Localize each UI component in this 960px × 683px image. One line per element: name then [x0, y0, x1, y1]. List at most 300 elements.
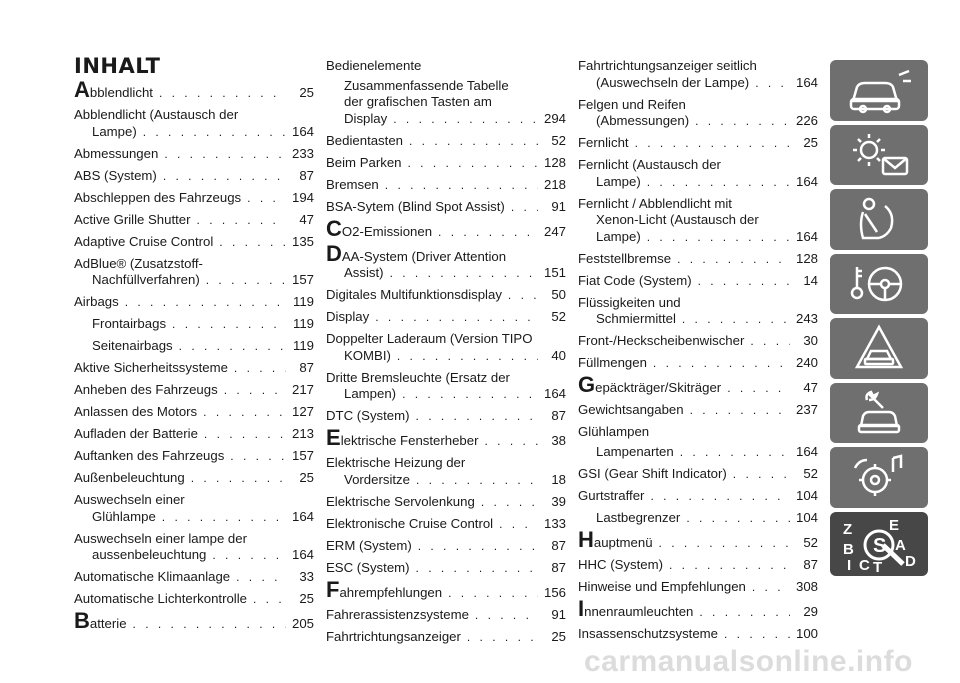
- leader-dots: [699, 604, 790, 621]
- index-entry[interactable]: [326, 78, 566, 128]
- page-number: 119: [292, 316, 314, 331]
- index-entry[interactable]: [578, 466, 818, 483]
- page-number: 128: [795, 250, 818, 266]
- section-letter: I: [578, 595, 585, 621]
- wrench-car-icon: [839, 386, 919, 440]
- page-number: 151: [543, 265, 566, 280]
- entry-text: Assist): [344, 265, 384, 280]
- page-number: 52: [803, 465, 818, 481]
- leader-dots: [724, 626, 790, 643]
- index-row: [74, 294, 314, 311]
- index-row: [74, 547, 314, 564]
- index-entry[interactable]: [578, 58, 818, 91]
- entry-text: Lampe): [596, 228, 641, 244]
- index-row: [74, 234, 314, 251]
- entry-line: Abblendlicht (Austausch der: [74, 107, 239, 122]
- page-number: 164: [795, 173, 818, 189]
- leader-dots: [234, 360, 286, 377]
- index-entry[interactable]: [578, 196, 818, 246]
- index-entry[interactable]: [578, 372, 818, 397]
- index-entry[interactable]: [74, 168, 314, 185]
- entry-line: Xenon-Licht (Austausch der: [596, 212, 759, 227]
- entry-text: Fernlicht: [578, 135, 629, 150]
- index-entry[interactable]: [74, 212, 314, 229]
- index-entry[interactable]: [74, 190, 314, 207]
- entry-text: Automatische Klimaanlage: [74, 569, 231, 584]
- page-number: 29: [803, 603, 818, 619]
- index-entry[interactable]: [326, 58, 566, 75]
- index-row: [74, 124, 314, 141]
- entry-text: Fahrerassistenzsysteme: [326, 606, 469, 622]
- index-entry[interactable]: [74, 107, 314, 140]
- index-entry[interactable]: [74, 404, 314, 421]
- index-entry[interactable]: [578, 424, 818, 441]
- index-entry[interactable]: [326, 560, 566, 577]
- leader-dots: [659, 535, 790, 552]
- alphabetical-index-icon: [833, 514, 925, 574]
- entry-text: Lastbegrenzer: [596, 509, 681, 525]
- index-entry[interactable]: [578, 333, 818, 350]
- entry-text: nnenraumleuchten: [584, 603, 694, 619]
- entry-label: [578, 595, 694, 621]
- index-row: [578, 579, 818, 596]
- page-number: 91: [551, 606, 566, 622]
- index-row: [74, 316, 314, 333]
- leader-dots: [219, 234, 286, 251]
- section-letter: C: [326, 215, 342, 241]
- entry-text: O2-Emissionen: [341, 223, 433, 239]
- leader-dots: [409, 133, 538, 150]
- index-entry[interactable]: [74, 608, 314, 633]
- index-tab-letter: I: [847, 556, 852, 574]
- entry-text: auptmenü: [593, 534, 653, 550]
- entry-text: Front-/Heckscheibenwischer: [578, 333, 745, 348]
- section-letter: B: [74, 608, 90, 633]
- entry-label: [326, 425, 479, 450]
- index-entry[interactable]: [578, 626, 818, 643]
- entry-text: HHC (System): [578, 556, 663, 572]
- index-entry[interactable]: [74, 382, 314, 399]
- entry-text: ahrempfehlungen: [339, 584, 443, 600]
- index-row: [326, 133, 566, 150]
- index-entry[interactable]: [578, 355, 818, 372]
- leader-dots: [224, 382, 286, 399]
- index-row: [74, 146, 314, 163]
- index-row: [74, 77, 314, 102]
- leader-dots: [733, 466, 790, 483]
- index-entry[interactable]: [326, 516, 566, 533]
- index-entry[interactable]: [326, 408, 566, 425]
- entry-text: DTC (System): [326, 408, 410, 423]
- leader-dots: [686, 510, 790, 527]
- leader-dots: [438, 224, 538, 241]
- index-row: [578, 174, 818, 191]
- index-entry[interactable]: [74, 531, 314, 564]
- index-entry[interactable]: [74, 294, 314, 311]
- index-entry[interactable]: [74, 569, 314, 586]
- page-number: 30: [803, 333, 818, 348]
- index-entry[interactable]: [578, 557, 818, 574]
- entry-line: Fernlicht (Austausch der: [578, 157, 721, 172]
- index-entry[interactable]: [326, 287, 566, 304]
- index-entry[interactable]: [74, 256, 314, 289]
- tab-maintenance[interactable]: [830, 383, 928, 444]
- entry-text: ABS (System): [74, 167, 157, 183]
- leader-dots: [698, 273, 790, 290]
- index-row: [326, 425, 566, 450]
- index-entry[interactable]: [578, 579, 818, 596]
- index-entry[interactable]: [74, 77, 314, 102]
- leader-dots: [191, 470, 286, 487]
- entry-text: Airbags: [74, 294, 119, 309]
- index-entry[interactable]: [326, 155, 566, 172]
- entry-text: Digitales Multifunktionsdisplay: [326, 287, 502, 302]
- index-entry[interactable]: [326, 309, 566, 326]
- section-letter: G: [578, 372, 596, 397]
- entry-text: Beim Parken: [326, 154, 402, 170]
- page-number: 25: [299, 591, 314, 606]
- index-entry[interactable]: [578, 251, 818, 268]
- index-row: [578, 444, 818, 461]
- page-number: 205: [291, 616, 314, 631]
- page-number: 25: [803, 135, 818, 150]
- index-entry[interactable]: [74, 591, 314, 608]
- leader-dots: [475, 607, 538, 624]
- leader-dots: [162, 509, 286, 526]
- index-row: [578, 557, 818, 574]
- page-number: 294: [543, 110, 566, 126]
- entry-text: Anheben des Fahrzeugs: [74, 382, 218, 397]
- leader-dots: [448, 585, 538, 602]
- index-entry[interactable]: [578, 402, 818, 419]
- entry-text: Füllmengen: [578, 355, 647, 370]
- index-row: [578, 311, 818, 328]
- leader-dots: [669, 557, 790, 574]
- leader-dots: [164, 146, 286, 163]
- index-entry[interactable]: [578, 157, 818, 190]
- index-entry[interactable]: [326, 240, 566, 282]
- entry-text: Elektronische Cruise Control: [326, 515, 494, 531]
- entry-text: Active Grille Shutter: [74, 211, 191, 227]
- page-number: 38: [551, 433, 566, 448]
- page-number: 47: [803, 380, 818, 395]
- page-number: 87: [551, 559, 566, 575]
- page-number: 164: [795, 443, 818, 459]
- index-entry[interactable]: [74, 470, 314, 487]
- entry-text: GSI (Gear Shift Indicator): [578, 465, 727, 481]
- index-entry[interactable]: [578, 510, 818, 527]
- tab-safety[interactable]: [830, 189, 928, 250]
- entry-line: der grafischen Tasten am: [344, 94, 492, 109]
- leader-dots: [408, 155, 538, 172]
- entry-label: [74, 608, 127, 633]
- page-number: 217: [291, 382, 314, 397]
- index-entry[interactable]: [326, 331, 566, 364]
- entry-label: [326, 240, 507, 266]
- entry-text: aussenbeleuchtung: [92, 547, 207, 562]
- index-row: [326, 560, 566, 577]
- index-tab-letter: A: [895, 536, 906, 554]
- warning-lights-icon: [839, 128, 919, 182]
- entry-line: Doppelter Laderaum (Version TIPO: [326, 331, 533, 346]
- page-number: 233: [291, 145, 314, 161]
- leader-dots: [416, 472, 538, 489]
- entry-text: Bremsen: [326, 176, 379, 192]
- page-number: 128: [543, 154, 566, 170]
- index-row: [578, 372, 818, 397]
- page-number: 194: [291, 189, 314, 205]
- index-row: [74, 382, 314, 399]
- entry-text: Bedientasten: [326, 132, 403, 148]
- entry-text: Aufladen der Batterie: [74, 426, 198, 441]
- tab-dashboard[interactable]: [830, 60, 928, 121]
- page-number: 104: [795, 487, 818, 503]
- index-row: [578, 251, 818, 268]
- page-number: 164: [795, 228, 818, 244]
- entry-text: Abschleppen des Fahrzeugs: [74, 189, 242, 205]
- page-number: 226: [795, 113, 818, 128]
- entry-line: Dritte Bremsleuchte (Ersatz der: [326, 369, 510, 385]
- entry-label: [326, 215, 433, 241]
- page-number: 135: [291, 233, 314, 249]
- entry-line: Auswechseln einer lampe der: [74, 530, 247, 546]
- entry-text: Feststellbremse: [578, 250, 672, 266]
- entry-text: Lampenarten: [596, 443, 674, 459]
- index-entry[interactable]: [578, 488, 818, 505]
- index-entry[interactable]: [74, 146, 314, 163]
- index-row: [578, 229, 818, 246]
- leader-dots: [416, 408, 538, 425]
- entry-label: [326, 576, 443, 602]
- index-entry[interactable]: [74, 448, 314, 465]
- index-row: [74, 404, 314, 421]
- entry-text: bblendlicht: [89, 85, 153, 100]
- leader-dots: [230, 448, 286, 465]
- chapter-sidebar: [830, 60, 928, 580]
- entry-text: Automatische Lichterkontrolle: [74, 591, 247, 606]
- index-row: [74, 168, 314, 185]
- leader-dots: [635, 135, 790, 152]
- media-settings-icon: [839, 450, 919, 504]
- page-number: 40: [551, 347, 566, 363]
- leader-dots: [163, 168, 286, 185]
- index-row: [578, 113, 818, 130]
- index-entry[interactable]: [74, 492, 314, 525]
- index-entry[interactable]: [74, 360, 314, 377]
- page-number: 87: [551, 408, 566, 423]
- index-heading: Glühlampen: [578, 424, 650, 439]
- leader-dots: [647, 174, 790, 191]
- index-row: [74, 591, 314, 608]
- entry-text: Anlassen des Motors: [74, 404, 198, 419]
- entry-line: Zusammenfassende Tabelle: [344, 77, 509, 93]
- entry-text: Außenbeleuchtung: [74, 470, 185, 485]
- index-tab-letter: T: [873, 558, 883, 574]
- page-number: 133: [543, 515, 566, 531]
- index-entry[interactable]: [74, 316, 314, 333]
- leader-dots: [204, 426, 286, 443]
- page-number: 87: [551, 537, 566, 553]
- tab-warning-lights[interactable]: [830, 125, 928, 186]
- entry-line: Felgen und Reifen: [578, 96, 686, 112]
- index-row: [326, 576, 566, 602]
- index-entry[interactable]: [74, 234, 314, 251]
- leader-dots: [695, 113, 790, 130]
- page-number: 127: [291, 404, 314, 419]
- index-entry[interactable]: [74, 426, 314, 443]
- index-row: [578, 595, 818, 621]
- page-number: 52: [551, 309, 566, 324]
- entry-text: lektrische Fensterheber: [340, 433, 479, 448]
- tab-starting-driving[interactable]: [830, 254, 928, 315]
- index-entry[interactable]: [326, 215, 566, 241]
- index-entry[interactable]: [578, 444, 818, 461]
- index-entry[interactable]: [326, 455, 566, 488]
- entry-text: Display: [326, 309, 370, 324]
- entry-text: Adaptive Cruise Control: [74, 233, 214, 249]
- index-row: [326, 607, 566, 624]
- entry-text: Insassenschutzsysteme: [578, 625, 718, 641]
- index-column-2: [326, 58, 566, 651]
- leader-dots: [212, 547, 286, 564]
- page-number: 157: [291, 272, 314, 287]
- index-entry[interactable]: [326, 538, 566, 555]
- entry-text: Display: [344, 110, 388, 126]
- section-letter: F: [326, 576, 340, 602]
- page-number: 240: [795, 355, 818, 370]
- section-letter: E: [326, 425, 341, 450]
- leader-dots: [467, 629, 538, 646]
- tab-multimedia[interactable]: [830, 447, 928, 508]
- entry-line: [326, 240, 566, 266]
- entry-text: Schmiermittel: [596, 311, 676, 326]
- index-row: [326, 472, 566, 489]
- index-entry[interactable]: [326, 494, 566, 511]
- leader-dots: [125, 294, 286, 311]
- tab-emergency[interactable]: [830, 318, 928, 379]
- page-number: 25: [551, 628, 566, 644]
- entry-line: AdBlue® (Zusatzstoff-: [74, 255, 203, 271]
- index-entry[interactable]: [578, 295, 818, 328]
- leader-dots: [653, 355, 790, 372]
- entry-label: [578, 526, 653, 552]
- index-row: [326, 348, 566, 365]
- index-entry[interactable]: [326, 370, 566, 403]
- entry-text: (Auswechseln der Lampe): [596, 74, 750, 90]
- leader-dots: [485, 433, 539, 450]
- index-row: [74, 190, 314, 207]
- index-row: [326, 516, 566, 533]
- index-row: [74, 448, 314, 465]
- tab-alphabetical-index[interactable]: [830, 512, 928, 576]
- index-entry[interactable]: [578, 97, 818, 130]
- index-entry[interactable]: [326, 133, 566, 150]
- leader-dots: [179, 338, 286, 355]
- index-entry[interactable]: [326, 576, 566, 602]
- page-number: 87: [299, 360, 314, 375]
- index-row: [326, 215, 566, 241]
- car-dashboard-icon: [839, 63, 919, 117]
- entry-text: KOMBI): [344, 347, 391, 363]
- index-column-1: [74, 78, 314, 638]
- entry-line: Fernlicht / Abblendlicht mit: [578, 195, 732, 211]
- entry-text: Lampe): [92, 123, 137, 139]
- index-entry[interactable]: [578, 135, 818, 152]
- index-row: [326, 287, 566, 304]
- index-row: [74, 608, 314, 633]
- index-row: [74, 426, 314, 443]
- index-row: [74, 360, 314, 377]
- index-heading: Bedienelemente: [326, 58, 422, 73]
- index-entry[interactable]: [326, 425, 566, 450]
- index-row: [578, 135, 818, 152]
- entry-text: Gurtstraffer: [578, 487, 645, 503]
- page-number: 237: [795, 402, 818, 417]
- entry-line: Flüssigkeiten und: [578, 294, 681, 310]
- entry-text: AA-System (Driver Attention: [341, 248, 507, 264]
- entry-text: Hinweise und Empfehlungen: [578, 578, 746, 594]
- leader-dots: [511, 199, 538, 216]
- entry-text: Glühlampe: [92, 508, 156, 524]
- index-row: [74, 272, 314, 289]
- page-number: 91: [551, 198, 566, 214]
- index-entry[interactable]: [326, 629, 566, 646]
- leader-dots: [750, 333, 790, 350]
- index-entry[interactable]: [326, 177, 566, 194]
- index-row: [326, 408, 566, 425]
- seatbelt-airbag-icon: [839, 192, 919, 246]
- entry-text: Fiat Code (System): [578, 272, 692, 288]
- leader-dots: [385, 177, 538, 194]
- page-number: 119: [292, 338, 314, 353]
- leader-dots: [752, 579, 790, 596]
- page-title: INHALT: [74, 54, 161, 78]
- leader-dots: [682, 311, 790, 328]
- leader-dots: [416, 560, 538, 577]
- leader-dots: [206, 272, 286, 289]
- page-number: 164: [291, 508, 314, 524]
- leader-dots: [253, 591, 286, 608]
- index-entry[interactable]: [578, 273, 818, 290]
- index-entry[interactable]: [326, 199, 566, 216]
- car-breakdown-icon: [839, 321, 919, 375]
- page-number: 157: [291, 448, 314, 463]
- index-row: [578, 488, 818, 505]
- entry-text: Frontairbags: [92, 316, 167, 331]
- entry-line: Elektrische Heizung der: [326, 455, 466, 470]
- index-entry[interactable]: [578, 526, 818, 552]
- index-entry[interactable]: [74, 338, 314, 355]
- leader-dots: [375, 309, 538, 326]
- entry-text: Fahrtrichtungsanzeiger: [326, 628, 461, 644]
- leader-dots: [680, 444, 790, 461]
- leader-dots: [402, 386, 538, 403]
- index-row: [326, 494, 566, 511]
- index-entry[interactable]: [578, 595, 818, 621]
- index-row: [578, 273, 818, 290]
- page-number: 218: [543, 176, 566, 192]
- leader-dots: [390, 265, 538, 282]
- index-entry[interactable]: [326, 607, 566, 624]
- page-number: 87: [299, 167, 314, 183]
- page-number: 87: [803, 556, 818, 572]
- leader-dots: [418, 538, 538, 555]
- page-number: 52: [551, 132, 566, 148]
- page-number: 25: [299, 85, 314, 100]
- index-magnifier-letter: S: [873, 534, 887, 557]
- leader-dots: [481, 494, 538, 511]
- index-row: [578, 333, 818, 350]
